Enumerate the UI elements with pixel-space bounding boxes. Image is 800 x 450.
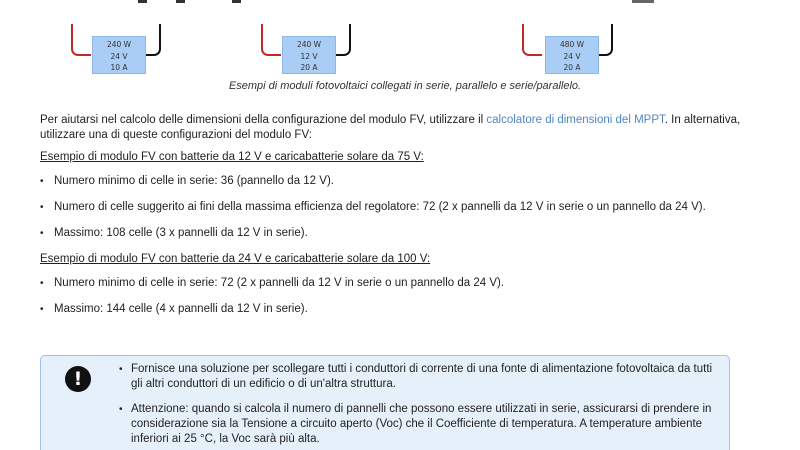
- note-item: • Fornisce una soluzione per scollegare tutti i conduttori di corrente di una fonte di alimentazione fotovoltaica da tutti gli altri conduttori di un edificio o di un'altra struttura.: [119, 362, 719, 392]
- list-item: • Numero di celle suggerito ai fini della massima efficienza del regolatore: 72 (2 x pannelli da 12 V in serie o un pannello da 24 V).: [40, 200, 760, 215]
- positive-wire: [71, 24, 91, 56]
- intro-paragraph: [40, 113, 760, 143]
- main-content: [40, 113, 760, 328]
- exclamation-icon: !: [65, 366, 91, 392]
- module-voltage: 24 V: [563, 51, 581, 61]
- example-list-12v: [40, 174, 760, 241]
- module-power: 480 W: [559, 40, 585, 49]
- module-power: 240 W: [296, 40, 322, 49]
- positive-wire: [261, 24, 281, 56]
- list-item: • Massimo: 108 celle (3 x pannelli da 12 V in serie).: [40, 226, 760, 241]
- pv-module-diagram: [0, 0, 800, 100]
- pv-module-parallel: [282, 36, 336, 74]
- list-item: • Numero minimo di celle in serie: 36 (pannello da 12 V).: [40, 174, 760, 189]
- module-voltage: 12 V: [300, 51, 318, 61]
- mppt-calculator-link[interactable]: calcolatore di dimensioni del MPPT: [486, 114, 665, 126]
- note-item: • Attenzione: quando si calcola il numero di pannelli che possono essere utilizzati in serie, assicurarsi di prendere in considerazione sia la Tensione a circuito aperto (Voc) che il Coefficiente di temperatura. A temperature ambiente inferiori ai 25 °C, la Voc sarà più alta.: [119, 402, 719, 447]
- example-heading-12v: Esempio di modulo FV con batterie da 12 V e caricabatterie solare da 75 V:: [40, 151, 424, 163]
- module-current: 20 A: [563, 63, 581, 72]
- example-list-24v: [40, 276, 760, 317]
- intro-text-before: Per aiutarsi nel calcolo delle dimensioni della configurazione del modulo FV, utilizzare il: [40, 114, 487, 126]
- module-voltage: 24 V: [110, 51, 128, 61]
- pv-module-series: [92, 36, 146, 74]
- module-power: 240 W: [106, 40, 132, 49]
- module-current: 10 A: [110, 63, 128, 72]
- module-current: 20 A: [300, 63, 318, 72]
- figure-caption: Esempi di moduli fotovoltaici collegati in serie, parallelo e serie/parallelo.: [228, 80, 582, 92]
- pv-module-series-parallel: [545, 36, 599, 74]
- positive-wire: [522, 24, 542, 56]
- warning-note-box: [40, 355, 730, 450]
- list-item: • Numero minimo di celle in serie: 72 (2 x pannelli da 12 V in serie o un pannello da 24 V).: [40, 276, 760, 291]
- note-list: [119, 362, 719, 450]
- example-heading-24v: Esempio di modulo FV con batterie da 24 V e caricabatterie solare da 100 V:: [40, 253, 431, 265]
- list-item: • Massimo: 144 celle (4 x pannelli da 12 V in serie).: [40, 302, 760, 317]
- intro-text-after: . In alternativa, utilizzare una di queste configurazioni del modulo FV:: [40, 114, 741, 141]
